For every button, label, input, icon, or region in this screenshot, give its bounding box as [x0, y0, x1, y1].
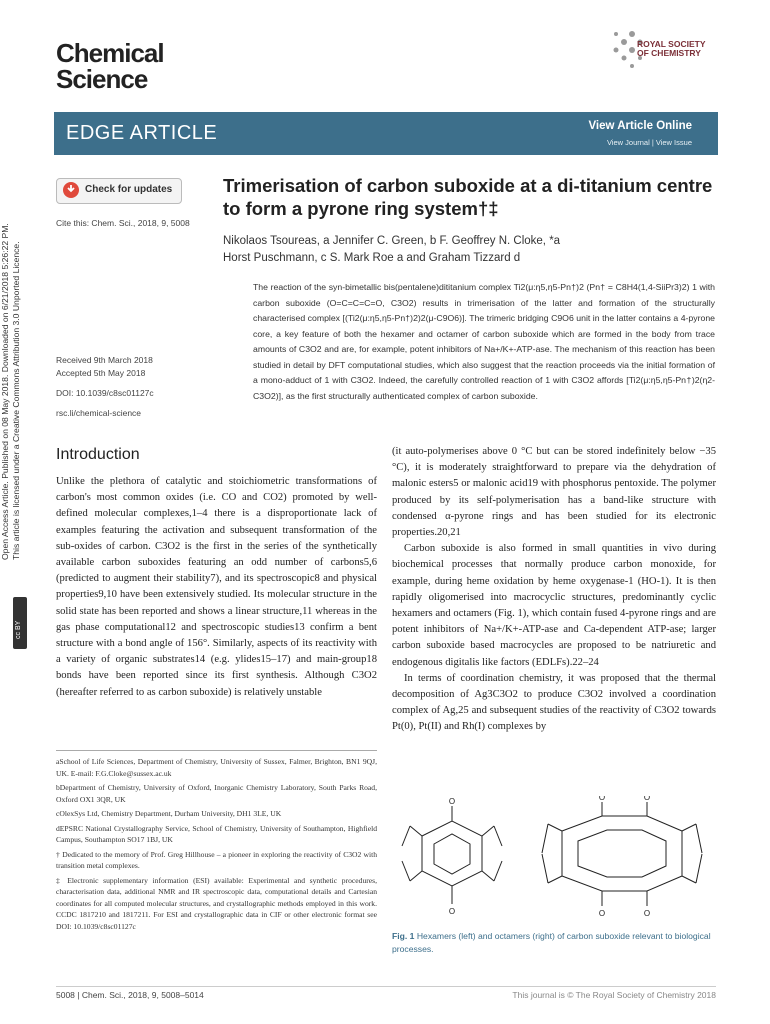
journal-title-line1: Chemical [56, 38, 164, 68]
view-article-online-link[interactable]: View Article Online [588, 120, 692, 132]
article-title: Trimerisation of carbon suboxide at a di-titanium centre to form a pyrone ring system†‡ [223, 175, 713, 219]
open-access-line1: Open Access Article. Published on 08 May 2018. Downloaded on 6/21/2018 5:26:22 PM. [0, 223, 10, 560]
figure-caption-text: Hexamers (left) and octamers (right) of carbon suboxide relevant to biological processes. [392, 931, 711, 954]
footnotes [56, 756, 377, 935]
cite-this: Cite this: Chem. Sci., 2018, 9, 5008 [56, 218, 190, 228]
atom-label: O [643, 796, 651, 802]
intro-paragraph-4: In terms of coordination chemistry, it was proposed that the thermal decomposition of Ag3C3O2 to produce C3O2 involved a coordination complex of Ag,25 and subsequent studies of the reactivity of C3O2 towards Pt(0), Pt(II) and Rh(I) complexes by [392, 672, 716, 733]
doi[interactable]: DOI: 10.1039/c8sc01127c [56, 388, 154, 398]
footer-copyright: This journal is © The Royal Society of Chemistry 2018 [512, 990, 716, 1000]
abstract: The reaction of the syn-bimetallic bis(pentalene)dititanium complex Ti2(μ:η5,η5-Pn†)2 (Pn† = C8H4(1,4-SiiPr3)2) 1 with carbon suboxide (O=C=C=C=O, C3O2) results in trimerisation of the latter and formation of the structurally characterised complex [(Ti2(μ:η5,η5-Pn†)2)2(μ-C9O6)]. The trimeric bridging C9O6 unit in the latter contains a 4-pyrone core, a key feature of both the hexamer and octamer of carbon suboxide which are formed in the body from trace amounts of C3O2 and are, for example, potent inhibitors of Na+/K+-ATP-ase. The mechanism of this reaction has been studied in detail by DFT computational studies, which also suggest that the reaction proceeds via the initial formation of a mono-adduct of 1 with C3O2. Indeed, the carefully controlled reaction of 1 with C3O2 affords [Ti2(μ:η5,η5-Pn†)2(η2-C3O2)], as the first structurally authenticated complex of carbon suboxide. [253, 282, 715, 401]
authors [223, 233, 713, 267]
article-type-label: EDGE ARTICLE [66, 122, 218, 144]
figure-label: Fig. 1 [392, 931, 415, 941]
figure-1-structures [392, 796, 716, 924]
footer-divider [56, 986, 716, 987]
open-access-line2[interactable]: This article is licensed under a Creative Commons Attribution 3.0 Unported Licence. [10, 241, 21, 560]
body-column-right [392, 444, 716, 736]
atom-label: O [448, 907, 456, 916]
publisher-name [637, 40, 706, 58]
check-for-updates-label: Check for updates [85, 184, 173, 195]
publisher-line2: OF CHEMISTRY [637, 48, 701, 58]
footnote-affiliation-a: aSchool of Life Sciences, Department of Chemistry, University of Sussex, Falmer, Brighton, BN1 9QJ, UK. E-mail: F.G.Cloke@sussex.ac.uk [56, 757, 377, 778]
received-date: Received 9th March 2018 [56, 355, 153, 365]
footnote-affiliation-b: bDepartment of Chemistry, University of Oxford, Inorganic Chemistry Laboratory, South Parks Road, Oxford OX1 3QR, UK [56, 783, 377, 804]
atom-label: O [598, 796, 606, 802]
introduction-heading: Introduction [56, 446, 140, 463]
open-access-note [0, 100, 21, 560]
updates-icon [62, 181, 80, 199]
footnote-divider [56, 750, 377, 751]
intro-paragraph-3: Carbon suboxide is also formed in small quantities in vivo during biochemical processes that normally produce carbon monoxide, for example, during heme oxidation by heme oxygenase-1 (HO-1). It is then rapidly oligomerised into macrocyclic structures, predominantly cyclic hexamers and octamers (Fig. 1), which contain fused 4-pyrone rings and are potent inhibitors of Na+/K+-ATP-ase and Ca-dependent ATP-ase; larger carbon suboxide based macrocycles are proposed to be natriuretic and endogenous digitalis like factors (EDLFs).22–24 [392, 543, 716, 668]
authors-line2: Horst Puschmann, c S. Mark Roe a and Graham Tizzard d [223, 252, 521, 264]
journal-title-line2: Science [56, 64, 148, 94]
figure-caption [392, 930, 716, 956]
intro-paragraph-1: Unlike the plethora of catalytic and stoichiometric transformations of carbon's most common oxides (i.e. CO and CO2) promoted by well-defined molecular complexes,1–4 there is a disproportionate lack of examples featuring the activation and subsequent transformation of the sub-oxides of carbon. C3O2 is the first in the series of the synthetically available carbon suboxides featuring an odd number of carbons5,6 (predicted to augment their stability7), and its spectroscopic8 and physical properties9,10 have been extensively studied. Its molecular structure in the solid state has been reported and shows a linear structure,11 whereas in the gas phase computational12 and spectroscopic studies13 confirm a bent structure with a bond angle of 156°. Similarly, aspects of its reactivity with a variety of organic substrates14 (e.g. ylides15–17) and main-group18 bonds have been reported since its first synthesis. Although C3O2 (hereafter referred to as carbon suboxide) is relatively unstable [56, 476, 377, 698]
octamer-structure [542, 802, 702, 906]
accepted-date: Accepted 5th May 2018 [56, 368, 146, 378]
atom-label: O [448, 797, 456, 806]
body-column-left [56, 474, 377, 701]
publisher-line1: ROYAL SOCIETY [637, 39, 706, 49]
atom-label: O [643, 909, 651, 918]
footnote-affiliation-c: cOlexSys Ltd, Chemistry Department, Durham University, DH1 3LE, UK [56, 809, 282, 818]
cc-license-badge[interactable] [13, 597, 27, 649]
intro-paragraph-2: (it auto-polymerises above 0 °C but can be stored indefinitely below −35 °C), it is moderately straightforward to prepare via the dehydration of malonic esters5 or malonic acid19 with phosphorus pentoxide. The polymer produced by its self-polymerisation has a band-like structure with condensed α-pyrone rings and has been studied for its electronic properties.20,21 [392, 446, 716, 539]
atom-label: O [598, 909, 606, 918]
footer-page-citation: 5008 | Chem. Sci., 2018, 9, 5008–5014 [56, 990, 204, 1000]
footnote-dedication: † Dedicated to the memory of Prof. Greg Hillhouse – a pioneer in exploring the reactivity of C3O2 with transition metal complexes. [56, 849, 377, 870]
journal-title [56, 40, 216, 92]
cc-badge-label: cc BY [15, 620, 22, 639]
hexamer-structure [402, 806, 502, 904]
footnote-affiliation-d: dEPSRC National Crystallography Service, School of Chemistry, University of Southampton, Highfield Campus, Southampton SO17 1BJ, UK [56, 823, 377, 844]
authors-line1: Nikolaos Tsoureas, a Jennifer C. Green, b F. Geoffrey N. Cloke, *a [223, 235, 561, 247]
footnote-esi: ‡ Electronic supplementary information (ESI) available: Experimental and synthetic procedures, characterisation data, additional NMR and IR spectroscopic data, computational details and Cartesian coordinates for all computed molecular structures, and crystallographic methods employed in this work. CCDC 1817210 and 1817211. For ESI and crystallographic data in CIF or other electronic format see DOI: 10.1039/c8sc01127c [56, 875, 377, 931]
rsc-link[interactable]: rsc.li/chemical-science [56, 408, 142, 418]
view-journal-issue-links[interactable]: View Journal | View Issue [606, 138, 692, 147]
